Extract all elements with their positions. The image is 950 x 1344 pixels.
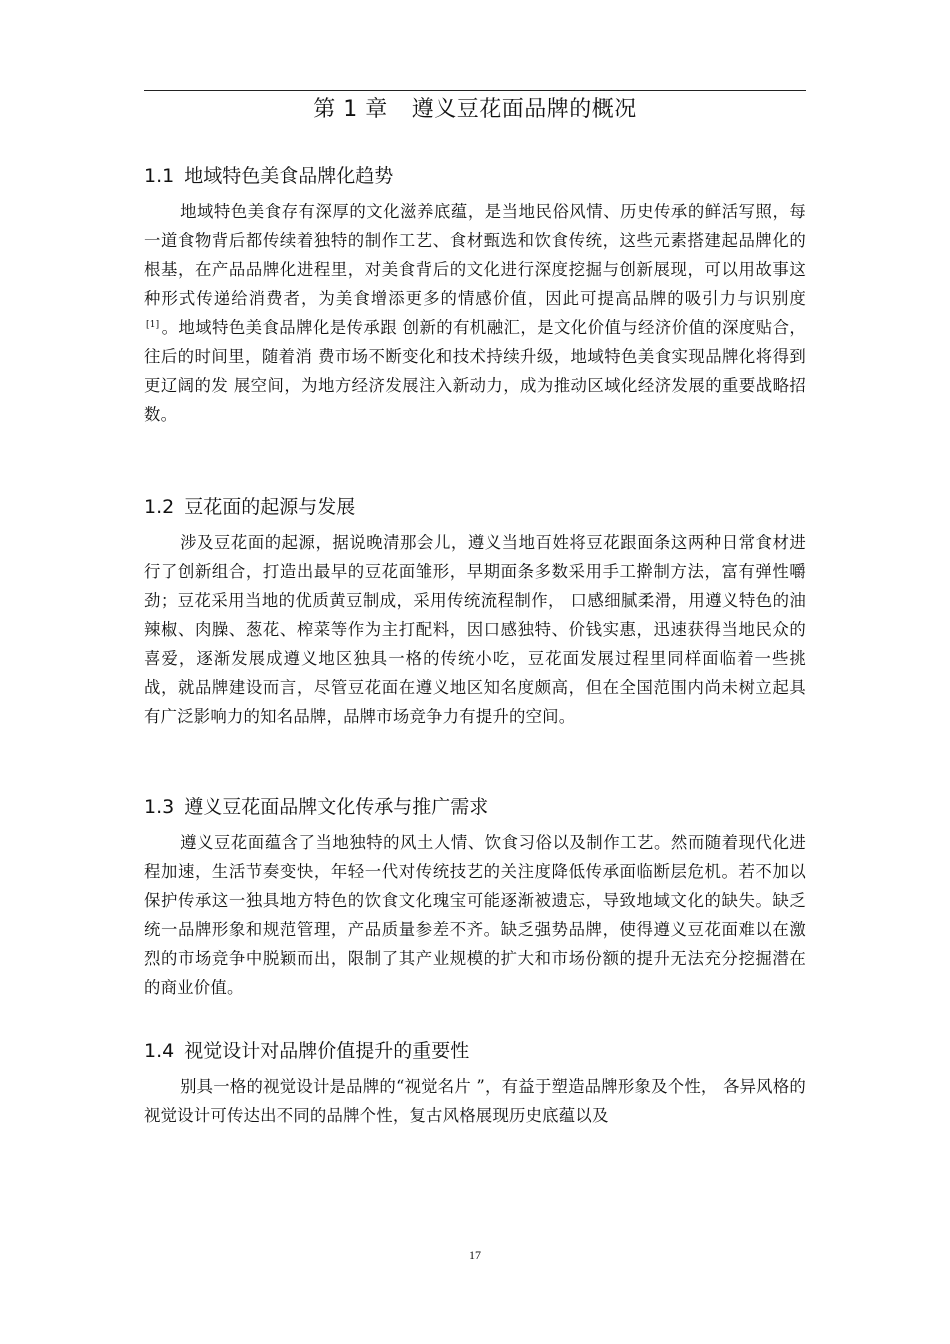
section-number: 1.1 bbox=[144, 165, 175, 187]
section-number: 1.4 bbox=[144, 1040, 175, 1062]
chapter-title bbox=[144, 95, 806, 125]
section-number: 1.3 bbox=[144, 796, 175, 818]
section-paragraph: 涉及豆花面的起源，据说晚清那会儿，遵义当地百姓将豆花跟面条这两种日常食材进行了创新组合，打造出最早的豆花面雏形，早期面条多数采用手工擀制方法，富有弹性嚼劲；豆花采用当地的优质黄豆制成，采用传统流程制作， 口感细腻柔滑，用遵义特色的油辣椒、肉臊、葱花、榨菜等作为主打配料，因口感独特、价钱实惠，迅速获得当地民众的喜爱，逐渐发展成遵义地区独具一格的传统小吃，豆花面发展过程里同样面临着一些挑战，就品牌建设而言，尽管豆花面在遵义地区知名度颇高，但在全国范围内尚未树立起具有广泛影响力的知名品牌，品牌市场竞争力有提升的空间。 bbox=[144, 533, 806, 726]
page-number: 17 bbox=[469, 1248, 481, 1262]
citation-reference: [1] bbox=[146, 319, 160, 330]
section-paragraph: 遵义豆花面蕴含了当地独特的风土人情、饮食习俗以及制作工艺。然而随着现代化进程加速，生活节奏变快，年轻一代对传统技艺的关注度降低传承面临断层危机。若不加以保护传承这一独具地方特色的饮食文化瑰宝可能逐渐被遗忘，导致地域文化的缺失。缺乏统一品牌形象和规范管理，产品质量参差不齐。缺乏强势品牌，使得遵义豆花面难以在激烈的市场竞争中脱颖而出，限制了其产业规模的扩大和市场份额的提升无法充分挖掘潜在的商业价值。 bbox=[144, 833, 806, 997]
section-title: 地域特色美食品牌化趋势 bbox=[184, 165, 394, 187]
section-1-4 bbox=[144, 1038, 806, 1130]
section-1-1 bbox=[144, 163, 806, 429]
section-1-3 bbox=[144, 794, 806, 1002]
section-paragraph: 别具一格的视觉设计是品牌的“视觉名片 ”，有益于塑造品牌形象及个性， 各异风格的视觉设计可传达出不同的品牌个性，复古风格展现历史底蕴以及 bbox=[144, 1077, 806, 1125]
header-rule bbox=[144, 90, 806, 91]
section-paragraph bbox=[144, 197, 806, 429]
section-heading bbox=[144, 494, 806, 520]
chapter-title-text: 遵义豆花面品牌的概况 bbox=[411, 97, 637, 122]
section-title: 遵义豆花面品牌文化传承与推广需求 bbox=[184, 796, 489, 818]
section-title: 视觉设计对品牌价值提升的重要性 bbox=[184, 1040, 470, 1062]
section-heading bbox=[144, 794, 806, 820]
chapter-number: 第 1 章 bbox=[313, 97, 388, 122]
paragraph-text: 地域特色美食存有深厚的文化滋养底蕴，是当地民俗风情、历史传承的鲜活写照，每一道食物背后都传续着独特的制作工艺、食材甄选和饮食传统，这些元素搭建起品牌化的根基，在产品品牌化进程里，对美食背后的文化进行深度挖掘与创新展现，可以用故事这种形式传递给消费者，为美食增添更多的情感价值，因此可提高品牌的吸引力与识别度 bbox=[144, 202, 806, 308]
section-heading bbox=[144, 1038, 806, 1064]
section-heading bbox=[144, 163, 806, 189]
section-title: 豆花面的起源与发展 bbox=[184, 496, 356, 518]
section-1-2 bbox=[144, 494, 806, 731]
section-number: 1.2 bbox=[144, 496, 175, 518]
paragraph-text-continued: 。地域特色美食品牌化是传承跟 创新的有机融汇，是文化价值与经济价值的深度贴合，往后的时间里，随着消 费市场不断变化和技术持续升级，地域特色美食实现品牌化将得到更辽阔的发 展空间，为地方经济发展注入新动力，成为推动区域化经济发展的重要战略招 数。 bbox=[144, 318, 806, 424]
